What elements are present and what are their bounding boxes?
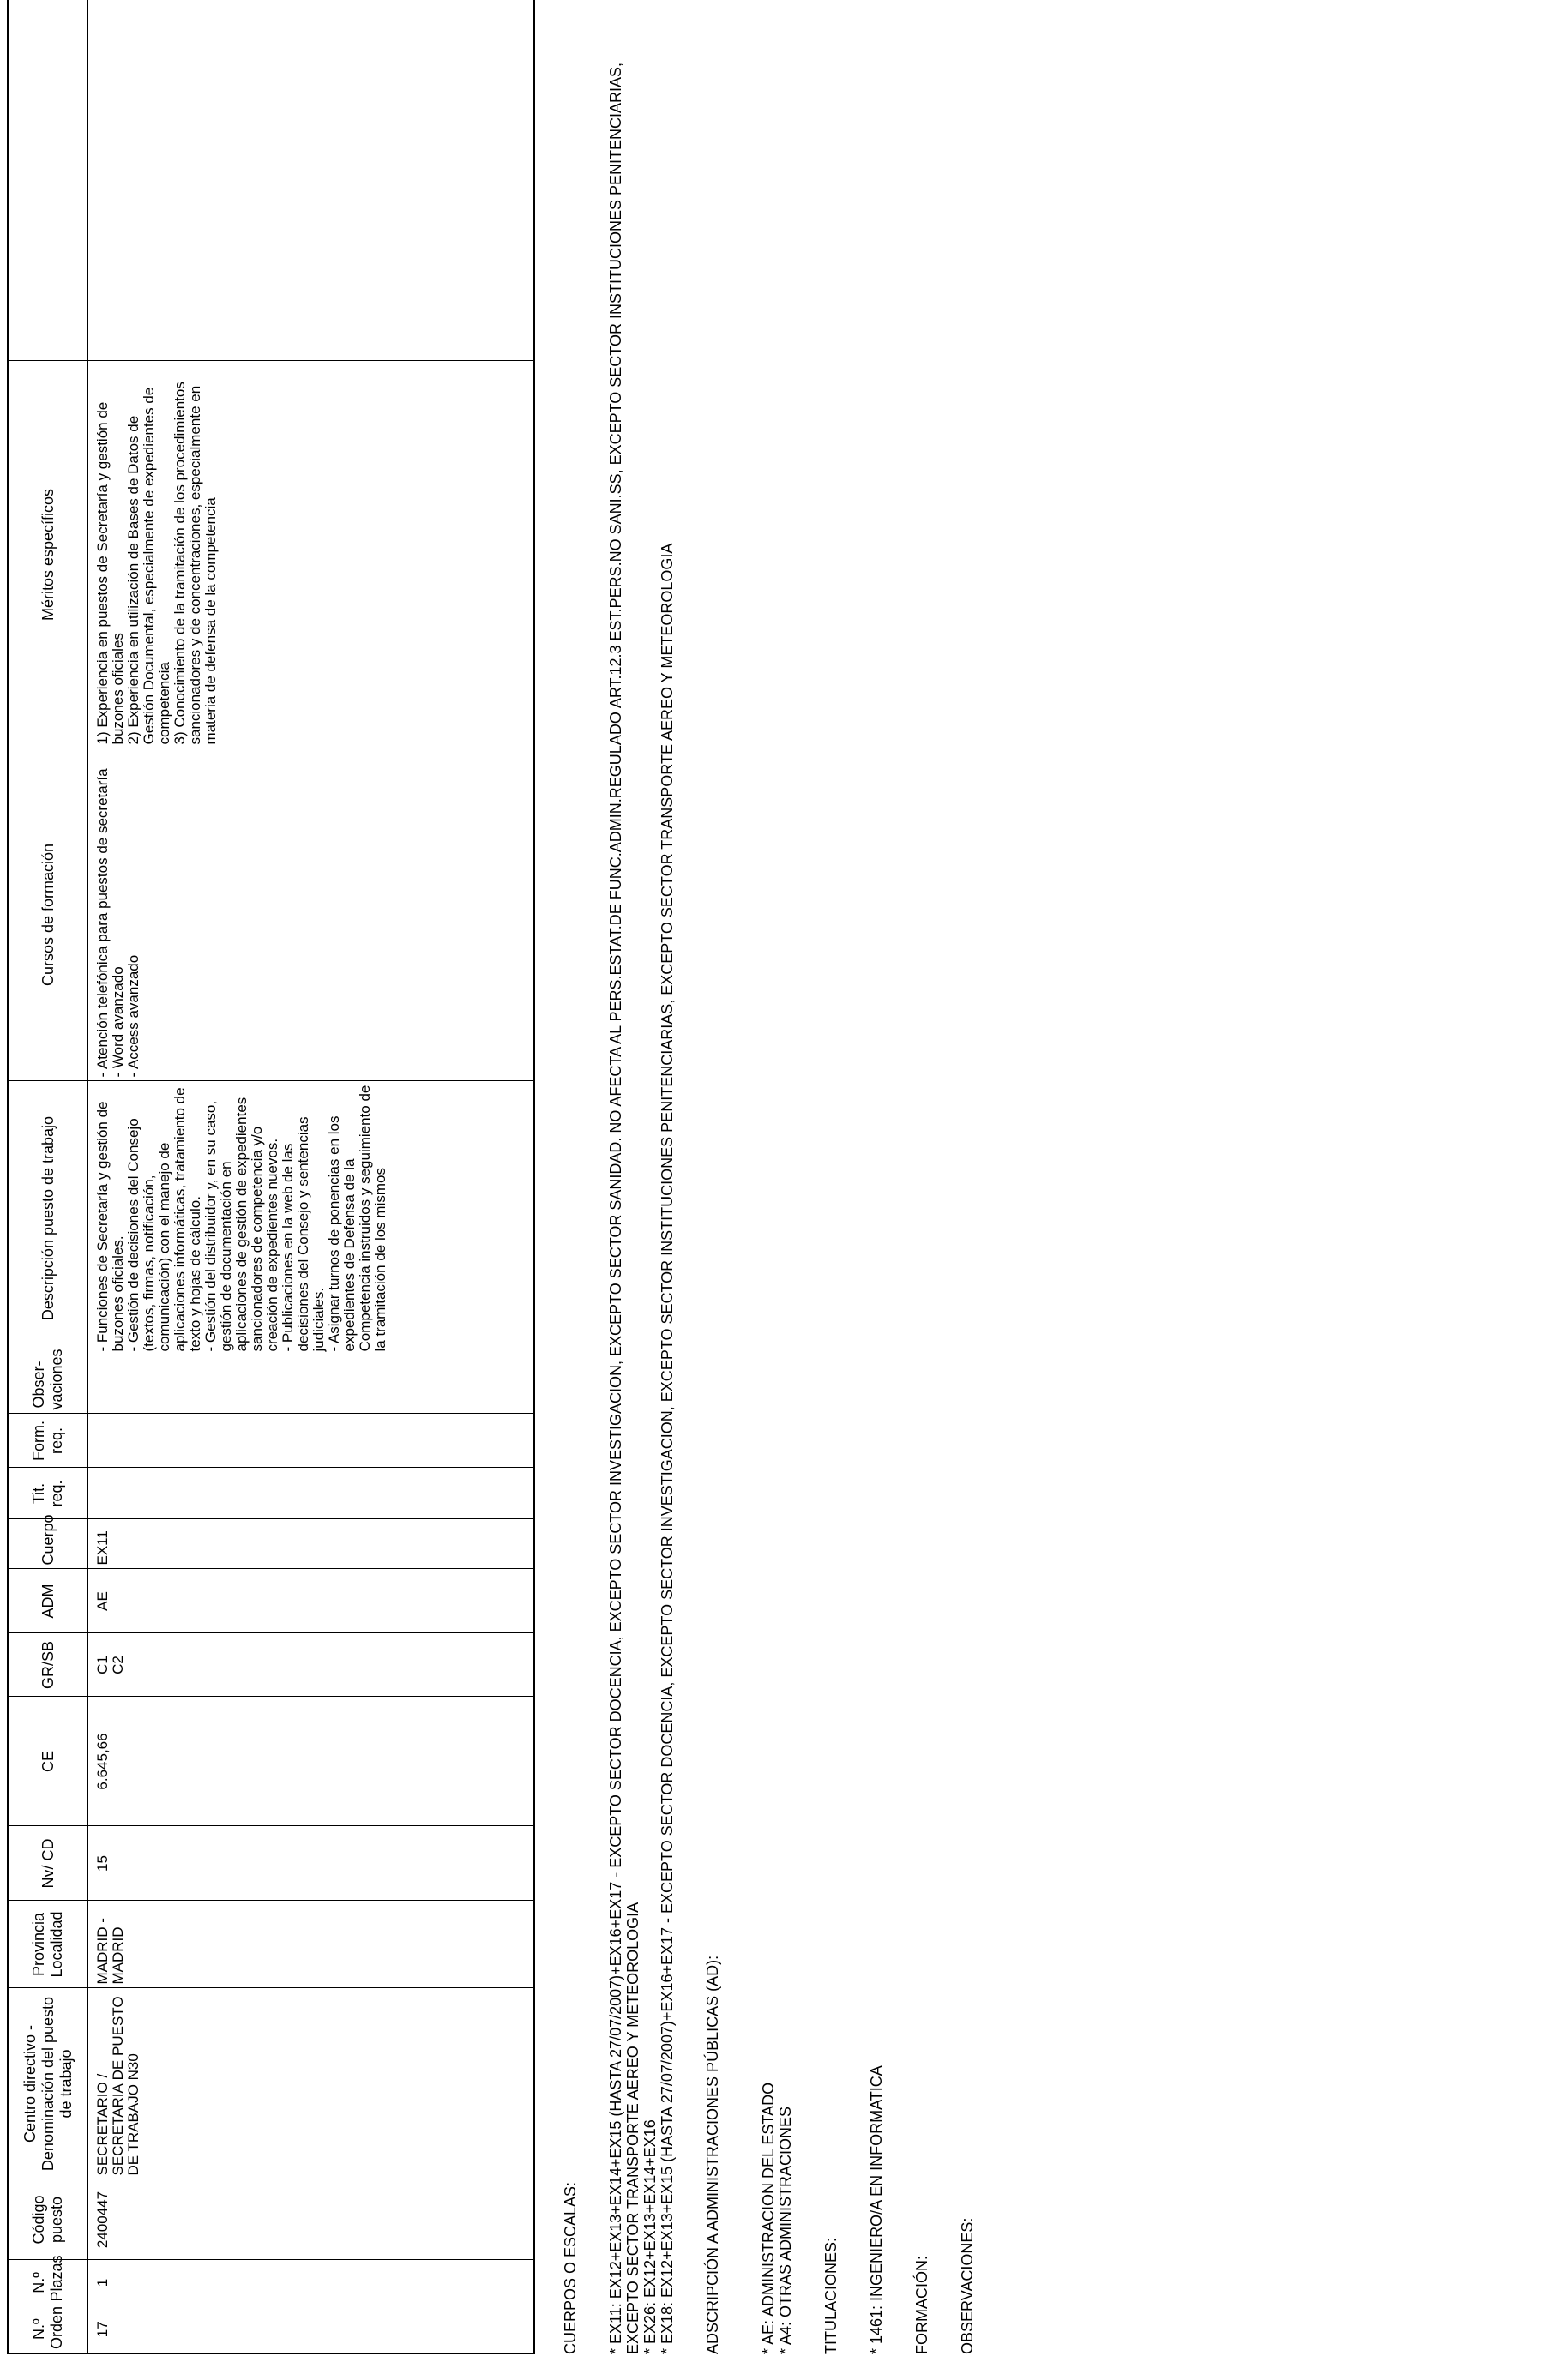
cell-cuerpo: EX11 [88,1519,535,1569]
col-header-ce: CE [8,1697,88,1826]
cuerpos-note: * EX26: EX12+EX13+EX14+EX16 [641,2119,659,2354]
merito-item: 3) Conocimiento de la tramitación de los procedimientos sancionadores y de concentraciones, especialmente en materia de defensa de la competencia [172,382,219,745]
col-header-cursos: Cursos de formación [8,748,88,1081]
cell-gap [88,0,535,361]
col-header-orden: N.º Orden [8,2305,88,2353]
grupo-value: C2 [110,1656,126,1674]
col-header-adm: ADM [8,1569,88,1633]
cell-plazas: 1 [88,2260,535,2305]
notes-section [562,5,976,2354]
curso-item: - Access avanzado [125,954,141,1078]
curso-item: - Atención telefónica para puestos de secretaría [94,768,111,1078]
cell-codigo: 2400447 [88,2179,535,2260]
col-header-plazas: N.º Plazas [8,2260,88,2305]
descripcion-item: - Gestión del distribuidor y, en su caso, gestión de documentación en aplicaciones de gestión de expedientes sancionadores de competencia y/o creación de expedientes nuevos. [202,1097,280,1352]
col-header-meritos: Méritos específicos [8,361,88,748]
adscripcion-title: ADSCRIPCIÓN A ADMINISTRACIONES PÚBLICAS (AD): [704,1955,721,2354]
col-header-codigo: Código puesto [8,2179,88,2260]
cell-titulacion [88,1468,535,1519]
col-header-formacion: Form. req. [8,1414,88,1468]
col-header-observaciones: Obser-vaciones [8,1355,88,1414]
cuerpos-note: * EX11: EX12+EX13+EX14+EX15 (HASTA 27/07/2007)+EX16+EX17 - EXCEPTO SECTOR DOCENCIA, EXCEPTO SECTOR INVESTIGACION, EXCEPTO SECTOR SANIDAD. NO AFECTA AL PERS.ESTAT.DE FUNC.ADMIN.REGULADO ART.12.3 EST.PERS.NO SANI.SS, EXCEPTO SECTOR INSTITUCIONES PENITENCIARIAS, EXCEPTO SECTOR TRANSPORTE AEREO Y METEOROLOGIA [607,62,641,2354]
cell-orden: 17 [88,2305,535,2353]
curso-item: - Word avanzado [110,966,126,1078]
merito-item: 2) Experiencia en utilización de Bases de Datos de Gestión Documental, especialmente de expedientes de competencia [125,387,172,745]
col-header-cuerpo: Cuerpo [8,1519,88,1569]
col-header-provincia: Provincia Localidad [8,1901,88,1988]
cell-centro: SECRETARIO / SECRETARIA DE PUESTO DE TRABAJO N30 [88,1988,535,2179]
cuerpos-note: * EX18: EX12+EX13+EX15 (HASTA 27/07/2007)+EX16+EX17 - EXCEPTO SECTOR DOCENCIA, EXCEPTO SECTOR INVESTIGACION, EXCEPTO SECTOR INSTITUCIONES PENITENCIARIAS, EXCEPTO SECTOR TRANSPORTE AEREO Y METEOROLOGIA [659,543,676,2354]
cell-descripcion [88,1081,535,1355]
col-header-titulacion: Tit. req. [8,1468,88,1519]
observaciones-title: OBSERVACIONES: [959,2217,976,2354]
merito-item: 1) Experiencia en puestos de Secretaría y gestión de buzones oficiales [94,401,126,745]
col-header-gap [8,0,88,361]
table-header-row [8,0,88,2353]
adscripcion-note: * A4: OTRAS ADMINISTRACIONES [777,2106,794,2354]
cell-cursos [88,748,535,1081]
cell-observaciones [88,1355,535,1414]
cell-grupo [88,1633,535,1697]
cell-formacion [88,1414,535,1468]
cell-nivel: 15 [88,1826,535,1901]
col-header-centro: Centro directivo - Denominación del puesto de trabajo [8,1988,88,2179]
titulaciones-note: * 1461: INGENIERO/A EN INFORMATICA [868,2065,885,2354]
col-header-nivel: Nv/ CD [8,1826,88,1901]
descripcion-item: - Publicaciones en la web de las decisiones del Consejo y sentencias judiciales. [280,1116,327,1352]
col-header-grupo: GR/SB [8,1633,88,1697]
cell-provincia: MADRID - MADRID [88,1901,535,1988]
table-row [88,0,535,2353]
titulaciones-title: TITULACIONES: [822,2237,840,2354]
col-header-descripcion: Descripción puesto de trabajo [8,1081,88,1355]
descripcion-item: - Asignar turnos de ponencias en los expedientes de Defensa de la Competencia instruidos y seguimiento de la tramitación de los mismos [326,1085,388,1352]
formacion-title: FORMACIÓN: [913,2256,930,2354]
cell-ce: 6.645,66 [88,1697,535,1826]
cell-meritos [88,361,535,748]
adscripcion-note: * AE: ADMINISTRACION DEL ESTADO [760,2082,777,2354]
descripcion-item: - Funciones de Secretaría y gestión de buzones oficiales. [94,1101,126,1352]
descripcion-item: - Gestión de decisiones del Consejo (textos, firmas, notificación, comunicación) con el manejo de aplicaciones informáticas, tratamiento de texto y hojas de cálculo. [125,1087,203,1352]
cuerpos-title: CUERPOS O ESCALAS: [562,2181,579,2354]
positions-table [7,0,535,2354]
cell-adm: AE [88,1569,535,1633]
grupo-value: C1 [94,1656,111,1674]
